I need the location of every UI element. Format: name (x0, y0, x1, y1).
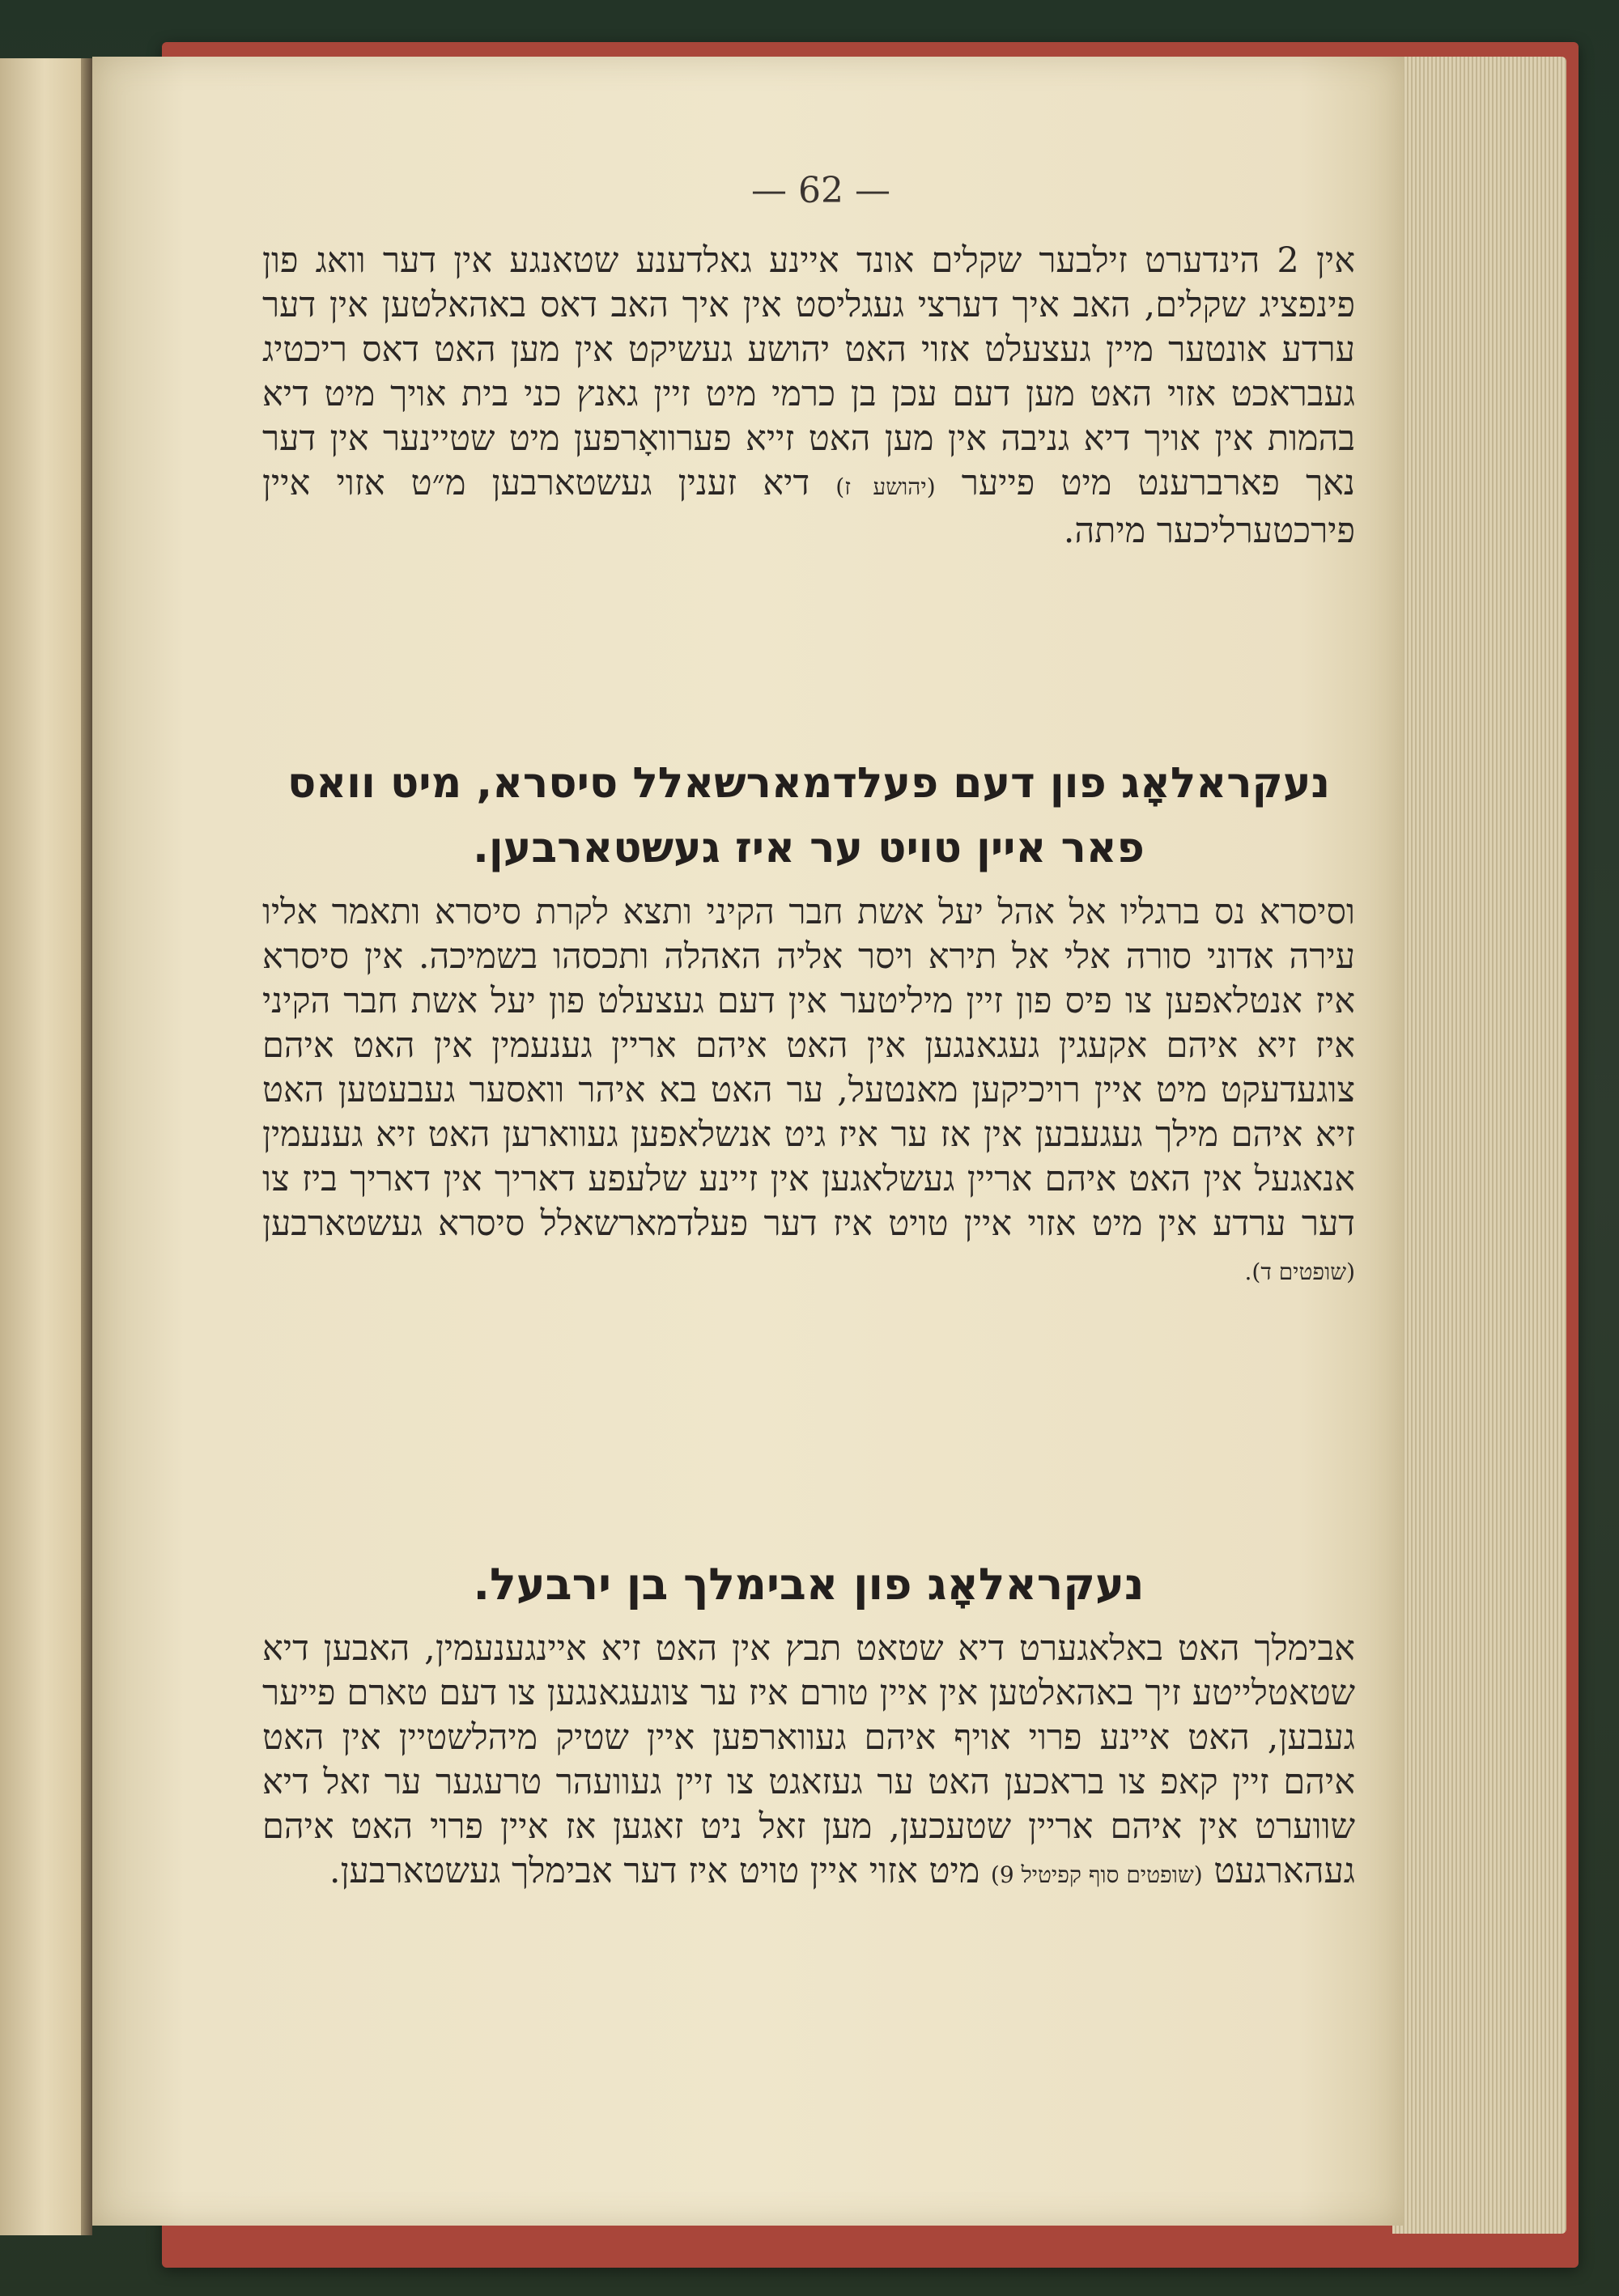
citation: (שופטים ד). (1244, 1258, 1355, 1285)
paragraph-text: וסיסרא נס ברגליו אל אהל יעל אשת חבר הקיני ותצא לקרת סיסרא ותאמר אליו עירה אדוני סורה אלי אל תירא ויסר אליה האהלה ותכסהו בשמיכה. אין סיסרא איז אנטלאפען צו פיס פון זיין מיליטער אין דעם געצעלט פון יעל אשת חבר הקיני איז זיא איהם אקעגין געגאנגען אין האט איהם אריין גענעמין אין האט איהם צוגעדעקט מיט איין רויכיקען מאנטעל, ער האט בא איהר וואסער געבעטען האט זיא איהם מילך געגעבען אין אז ער איז גיט אנשלאפען געווארען האט זיא גענעמין אנאגעל אין האט איהם אריין געשלאגען אין זיינע שלעפע דאריך אין דאריך ביז צו דער ערדע אין מיט אזוי איין טויט איז דער פעלדמארשאלל סיסרא געשטארבען (262, 892, 1355, 1244)
section-heading-sisera (262, 751, 1355, 881)
paragraph-abimelech (262, 1627, 1355, 1897)
paragraph-sisera (262, 890, 1355, 1294)
left-page (0, 58, 81, 2235)
heading-text: נעקראלאָג פון אבימלך בן ירבעל. (473, 1559, 1145, 1610)
book-page (92, 57, 1404, 2226)
paragraph-text: אבימלך האט באלאגערט דיא שטאט תבץ אין האט זיא איינגענעמין, האבען דיא שטאטלייטע זיך באהאלטען אין איין טורם איז ער צוגעגאנגען צו דעם טארם פייער געבען, האט איינע פרוי אויף איהם געווארפען איין שטיק מיהלשטיין אין האט איהם זיין קאפ צו בראכען האט ער געזאגט צו זיין געוועהר טרעגער ער זאל דיא שווערט אין איהם אריין שטעכען, מען זאל ניט זאגען אז איין פרוי האט איהם געהארגעט (262, 1628, 1355, 1891)
page-edges (1392, 57, 1566, 2234)
paragraph-text-end: דיא זענין געשטארבען מ״ט אזוי איין פירכטערליכער מיתה. (262, 463, 1355, 551)
paragraph-text-end: מיט אזוי איין טויט איז דער אבימלך געשטארבען. (329, 1851, 980, 1891)
paragraph-achan (262, 239, 1355, 554)
page-number: — 62 — (751, 170, 890, 211)
citation: (יהושע ז) (835, 473, 936, 500)
paragraph-text: אין 2 הינדערט זילבער שקלים אונד איינע גאלדענע שטאנגע אין דער וואג פון פינפציג שקלים, האב איך דערצי געגליסט אין איך האב דאס באהאלטען אין דער ערדע אונטער מיין געצעלט אזוי האט יהושע געשיקט אין מען האט דאס ריכטיג געבראכט אזוי האט מען דעם עכן בן כרמי מיט זיין גאנץ כני בית אויך מיט דיא בהמות אין אויך דיא גניבה אין מען האט זייא פערוואָרפען מיט שטיינער אין דער נאך פארברענט מיט פייער (262, 240, 1356, 503)
book-gutter (81, 58, 92, 2235)
citation: (שופטים סוף קפיטיל 9) (990, 1861, 1203, 1888)
heading-text: נעקראלאָג פון דעם פעלדמארשאלל סיסרא, מיט וואס פאר איין טויט ער איז געשטארבען. (287, 759, 1331, 872)
section-heading-abimelech (262, 1552, 1355, 1617)
